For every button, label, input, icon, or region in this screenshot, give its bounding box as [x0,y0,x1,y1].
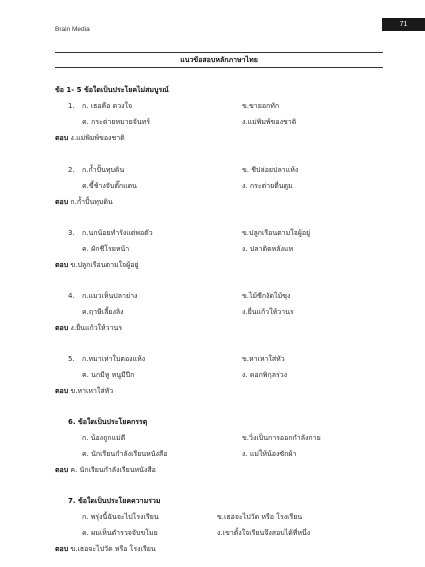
answer-line: ตอบ ข.เธอจะไปวัด หรือ โรงเรียน [55,545,156,553]
page-title: แนวข้อสอบหลักภาษาไทย [180,56,258,64]
option-b: ข.หาเหาใส่หัว [242,355,285,363]
option-c: ค. ผักชีโรยหน้า [82,245,130,253]
answer-prefix: ตอบ [55,324,69,332]
answer-prefix: ตอบ [55,545,69,553]
answer-prefix: ตอบ [55,466,69,474]
option-c: ค.ฤาษีเลี้ยงลิง [82,308,124,316]
answer-prefix: ตอบ [55,134,69,142]
option-b: ข.ไม้ซีกงัดไม้ซุง [242,292,291,300]
section-heading: ข้อ 1- 5 ข้อใดเป็นประโยคไม่สมบูรณ์ [55,86,169,94]
option-d: ง. ปลาติดหลังแห [242,245,294,253]
option-b: ข.เธอจะไปวัด หรือ โรงเรียน [217,513,303,521]
option-d: ง. แม่ให้น้องซักผ้า [242,450,297,458]
option-a: ก.หมาเห่าใบตองแห้ง [82,355,146,363]
option-c: ค.ขี้ช้างจับตั๊กแตน [82,182,137,190]
question-number: 5. [68,355,75,363]
option-a: ก.ก้ำปั้นทุบดิน [82,166,125,174]
option-d: ง. กระต่ายตื่นตูม [242,182,293,190]
publisher-name: Brain Media [55,26,90,33]
option-a: ก.แมวเห็นปลาย่าง [82,292,138,300]
answer-line: ตอบ ข.หาเหาใส่หัว [55,387,114,395]
option-c: ค. นักเรียนกำลังเรียนหนังสือ [82,450,168,458]
answer-prefix: ตอบ [55,387,69,395]
option-a: ก. พรุ่งนี้ฉันจะไปโรงเรียน [82,513,159,521]
option-b: ข.ปลูกเรือนตามใจผู้อยู่ [242,229,311,237]
section-heading: 7. ข้อใดเป็นประโยคความรวม [68,497,161,505]
section-heading: 6. ข้อใดเป็นประโยคกรรตุ [68,418,148,426]
option-d: ง.ยื่นแก้วให้วานร [242,308,294,316]
answer-prefix: ตอบ [55,198,69,206]
option-c: ค. กระต่ายหมายจันทร์ [82,118,150,126]
option-d: ง.แม่พิมพ์ของชาติ [242,118,297,126]
answer-line: ตอบ ง.แม่พิมพ์ของชาติ [55,134,125,142]
option-c: ค. นกมีหู หนูมีปีก [82,371,135,379]
option-b: ข.ขายอกทัก [242,102,280,110]
option-d: ง. ดอกพิกุลร่วง [242,371,288,379]
answer-line: ตอบ ค. นักเรียนกำลังเรียนหนังสือ [55,466,156,474]
page-number: 71 [382,18,425,31]
option-a: ก.นกน้อยทำรังแต่พอตัว [82,229,153,237]
answer-prefix: ตอบ [55,261,69,269]
option-d: ง.เขาตั้งใจเรียนจึงสอบได้ที่หนึ่ง [217,529,311,537]
question-number: 2. [68,166,75,174]
option-a: ก. เธอคือ ดวงใจ [82,102,133,110]
question-number: 1. [68,102,75,110]
answer-line: ตอบ ง.ยื่นแก้วให้วานร [55,324,123,332]
option-a: ก. น้องถูกแม่ตี [82,434,126,442]
question-number: 4. [68,292,75,300]
option-c: ค. ผมเห็นตำรวจจับขโมย [82,529,158,537]
option-b: ข.วิ่งเป็นการออกกำลังกาย [242,434,321,442]
answer-line: ตอบ ก.ก้ำปั้นทุบดิน [55,198,113,206]
question-number: 3. [68,229,75,237]
answer-line: ตอบ ข.ปลูกเรือนตามใจผู้อยู่ [55,261,139,269]
option-b: ข. ชีปล่อยปลาแห้ง [242,166,299,174]
